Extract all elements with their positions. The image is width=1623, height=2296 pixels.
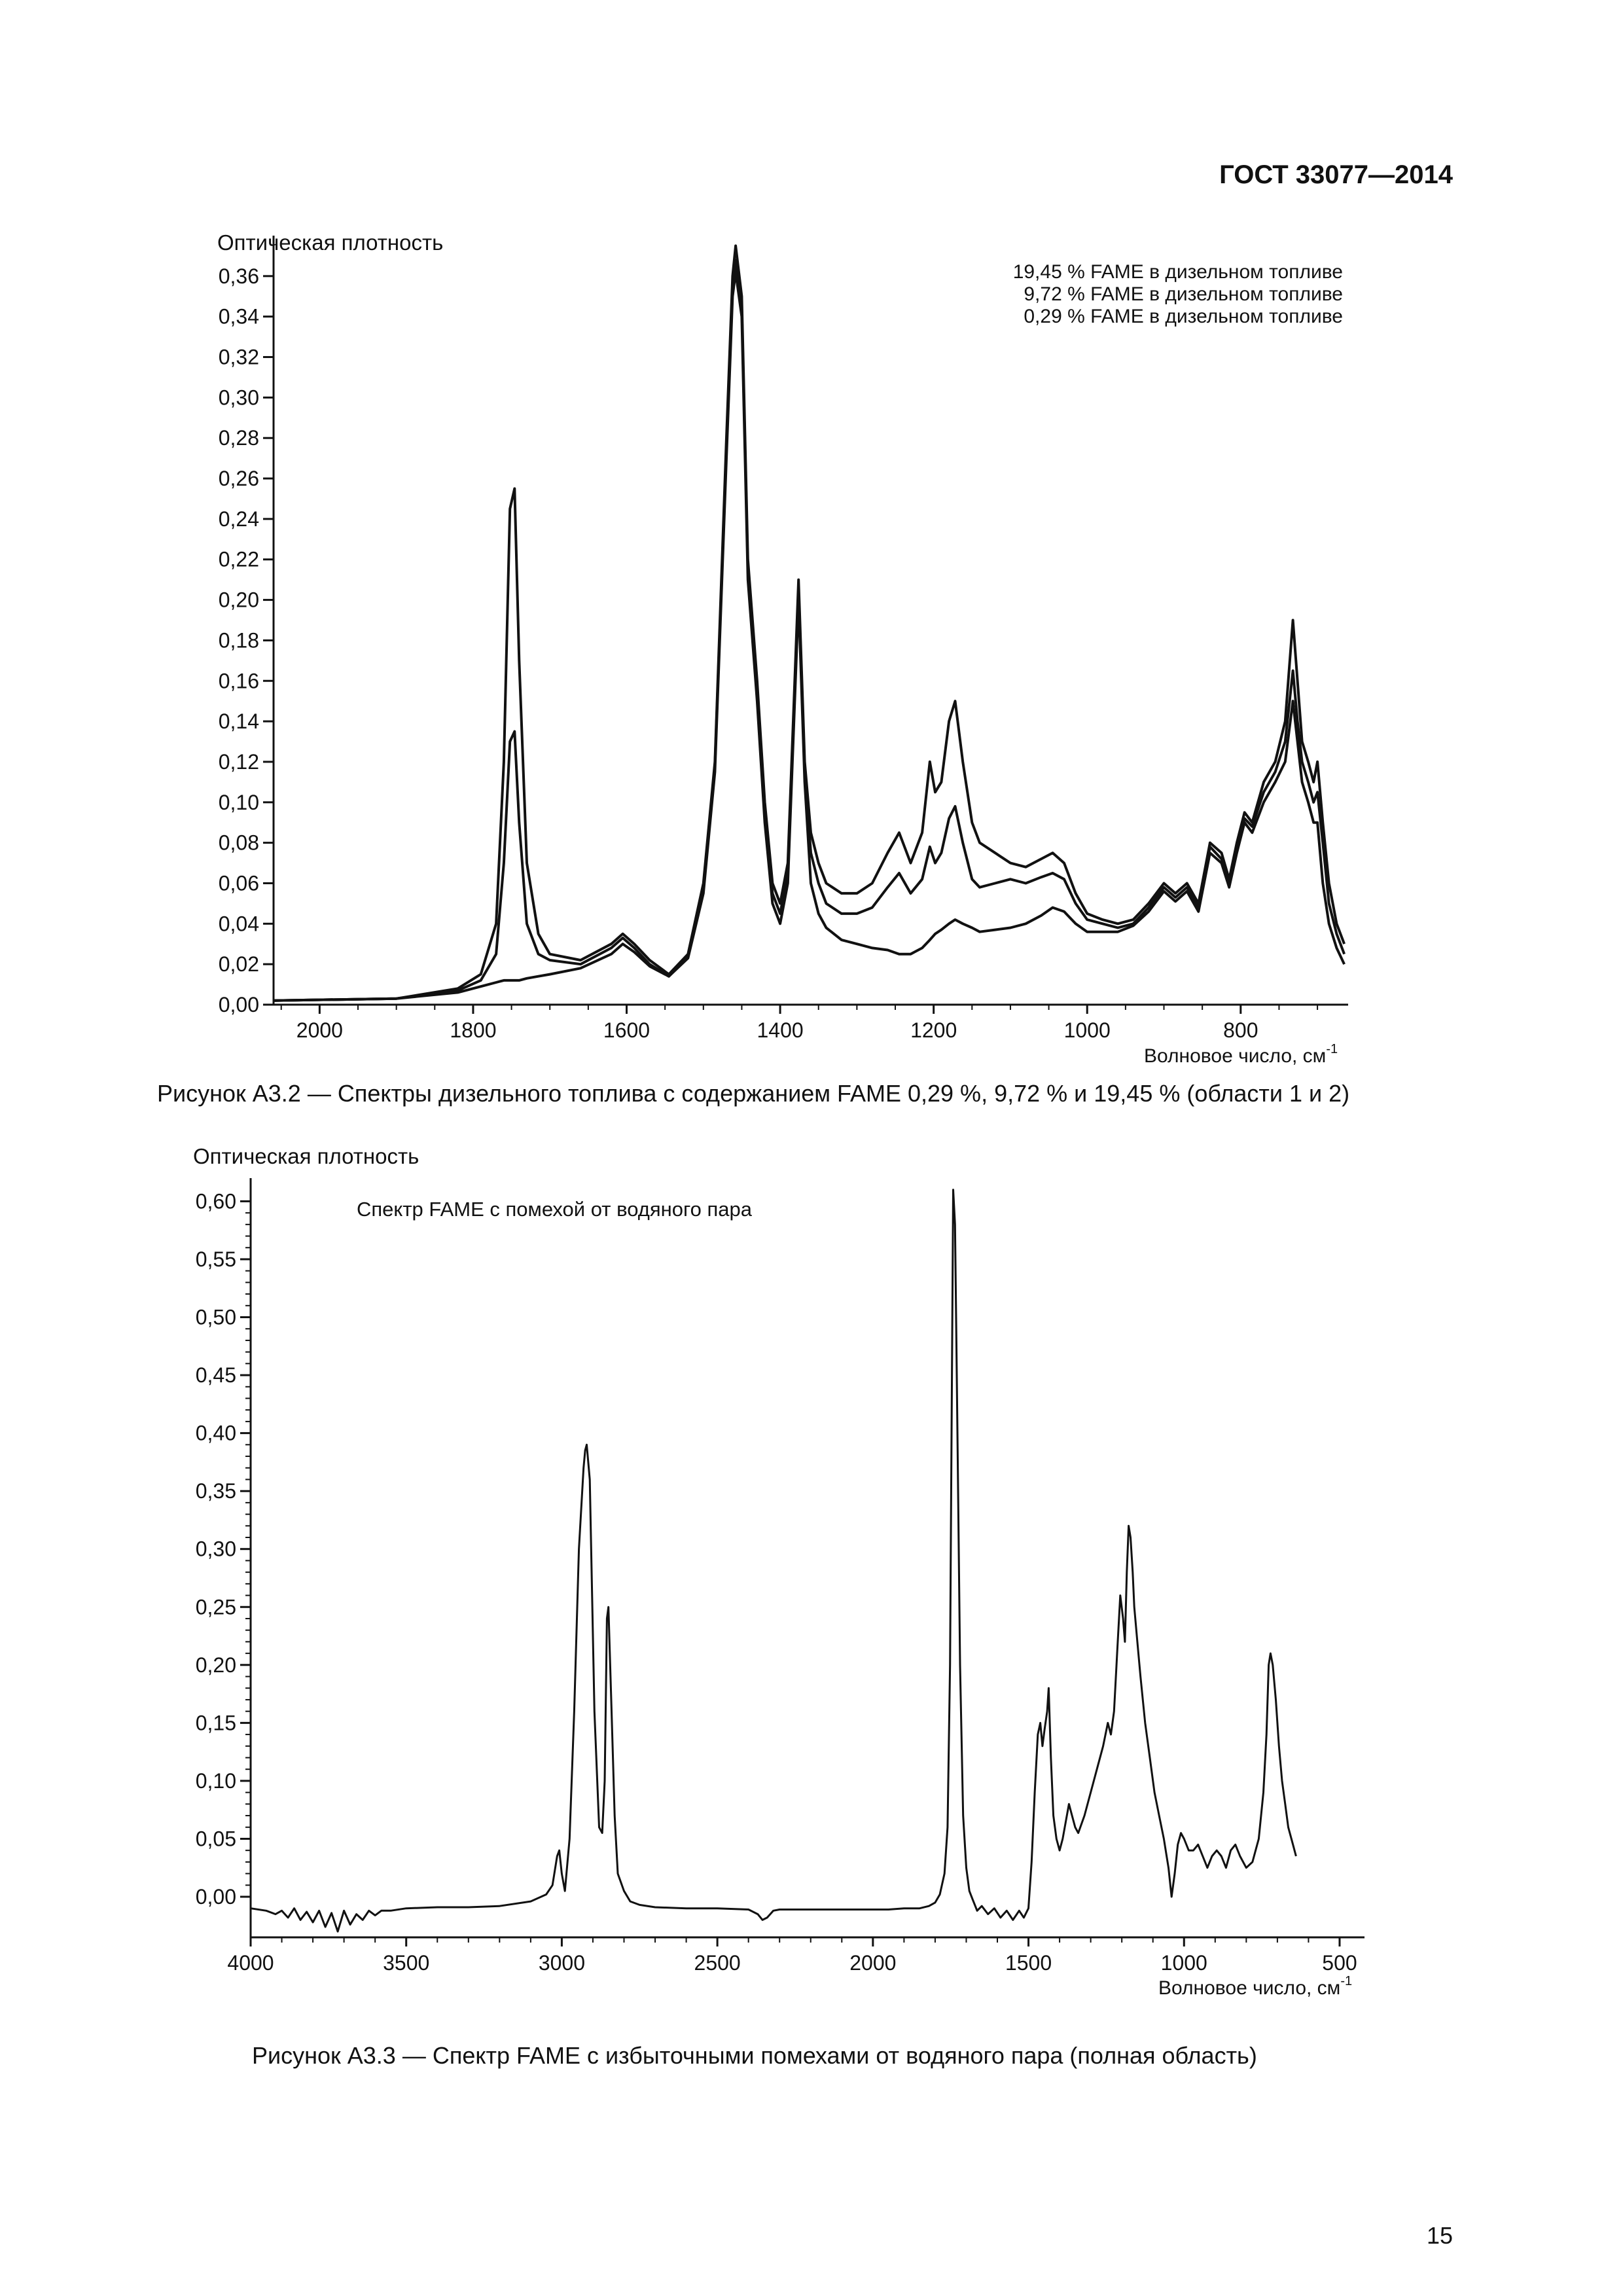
chart-1-series-line-1 <box>274 246 1344 1001</box>
figure-1-caption: Рисунок А3.2 — Спектры дизельного топлива с содержанием FAME 0,29 %, 9,72 % и 19,45 % (области 1 и 2) <box>157 1080 1350 1107</box>
chart-1-y-tick-label: 0,02 <box>218 952 259 977</box>
page-number: 15 <box>1426 2222 1453 2249</box>
chart-1-y-tick-label: 0,04 <box>218 912 259 936</box>
chart-2-y-tick-label: 0,15 <box>195 1711 236 1735</box>
chart-1-y-tick-label: 0,26 <box>218 467 259 491</box>
chart-1-x-tick-label: 1400 <box>757 1018 804 1042</box>
chart-2-y-tick-label: 0,55 <box>195 1247 236 1271</box>
chart-1-series-line-2 <box>274 260 1344 1001</box>
chart-1-fame-diesel-spectra <box>0 0 1623 1073</box>
chart-1-y-tick-label: 0,28 <box>218 426 259 450</box>
chart-2-y-tick-label: 0,60 <box>195 1189 236 1213</box>
chart-2-x-tick-label: 500 <box>1322 1951 1357 1975</box>
chart-2-y-tick-label: 0,00 <box>195 1885 236 1909</box>
chart-2-y-tick-label: 0,05 <box>195 1827 236 1851</box>
chart-1-y-tick-label: 0,14 <box>218 709 259 734</box>
chart-2-axes <box>251 1178 1364 1937</box>
chart-1-x-tick-label: 800 <box>1223 1018 1258 1042</box>
chart-2-y-tick-label: 0,10 <box>195 1768 236 1793</box>
chart-1-y-tick-label: 0,34 <box>218 304 259 329</box>
chart-1-y-tick-label: 0,06 <box>218 871 259 895</box>
chart-1-y-tick-label: 0,00 <box>218 993 259 1016</box>
chart-1-y-tick-label: 0,12 <box>218 749 259 774</box>
chart-1-x-axis-title <box>1144 1042 1338 1067</box>
chart-1-x-tick-label: 1200 <box>910 1018 957 1042</box>
chart-2-x-tick-label: 3000 <box>538 1951 586 1975</box>
chart-1-y-tick-label: 0,32 <box>218 345 259 369</box>
chart-1-x-tick-label: 1600 <box>603 1018 651 1042</box>
chart-1-y-tick-label: 0,22 <box>218 547 259 571</box>
chart-1-x-tick-label: 2000 <box>296 1018 343 1042</box>
chart-1-legend-entry: 9,72 % FAME в дизельном топливе <box>1024 283 1343 305</box>
chart-2-x-axis-title-main: Волновое число, см <box>1158 1977 1341 1999</box>
chart-1-y-axis-title: Оптическая плотность <box>217 230 444 255</box>
chart-2-title: Спектр FAME с помехой от водяного пара <box>357 1198 753 1221</box>
standard-header: ГОСТ 33077—2014 <box>1219 160 1453 189</box>
chart-2-y-tick-label: 0,40 <box>195 1421 236 1445</box>
chart-2-x-tick-label: 4000 <box>227 1951 274 1975</box>
chart-1-y-tick-label: 0,36 <box>218 264 259 288</box>
chart-1-x-tick-label: 1800 <box>450 1018 497 1042</box>
chart-2-y-tick-label: 0,30 <box>195 1537 236 1561</box>
chart-2-y-tick-label: 0,45 <box>195 1363 236 1388</box>
chart-1-x-axis-title-sup: -1 <box>1326 1042 1338 1056</box>
chart-1-y-tick-label: 0,30 <box>218 386 259 410</box>
chart-1-y-tick-label: 0,08 <box>218 831 259 855</box>
chart-2-x-axis-title <box>1158 1974 1352 1999</box>
chart-2-y-tick-label: 0,35 <box>195 1479 236 1503</box>
chart-2-x-tick-label: 3500 <box>383 1951 430 1975</box>
chart-2-y-tick-label: 0,20 <box>195 1653 236 1677</box>
chart-1-y-tick-label: 0,24 <box>218 507 259 531</box>
chart-2-x-tick-label: 2500 <box>694 1951 741 1975</box>
chart-1-y-tick-label: 0,18 <box>218 628 259 653</box>
chart-2-x-axis-title-sup: -1 <box>1340 1974 1353 1988</box>
figure-2-caption: Рисунок А3.3 — Спектр FAME с избыточными помехами от водяного пара (полная область) <box>252 2042 1257 2069</box>
chart-2-y-axis-title: Оптическая плотность <box>193 1144 419 1168</box>
chart-1-y-tick-label: 0,16 <box>218 669 259 693</box>
chart-1-legend <box>1013 261 1343 327</box>
chart-2-x-tick-label: 2000 <box>849 1951 897 1975</box>
chart-1-legend-entry: 19,45 % FAME в дизельном топливе <box>1012 261 1343 283</box>
chart-1-y-tick-label: 0,20 <box>218 588 259 612</box>
chart-2-fame-water-vapour <box>0 1139 1623 2029</box>
chart-1-x-axis-title-main: Волновое число, см <box>1144 1045 1327 1067</box>
chart-2-x-tick-label: 1000 <box>1160 1951 1207 1975</box>
chart-1-y-tick-label: 0,10 <box>218 790 259 814</box>
chart-2-x-tick-label: 1500 <box>1005 1951 1052 1975</box>
chart-2-y-tick-label: 0,50 <box>195 1305 236 1329</box>
chart-2-y-tick-label: 0,25 <box>195 1595 236 1619</box>
chart-2-series-line-1 <box>251 1190 1296 1931</box>
chart-1-legend-entry: 0,29 % FAME в дизельном топливе <box>1024 306 1343 327</box>
chart-1-x-tick-label: 1000 <box>1063 1018 1111 1042</box>
